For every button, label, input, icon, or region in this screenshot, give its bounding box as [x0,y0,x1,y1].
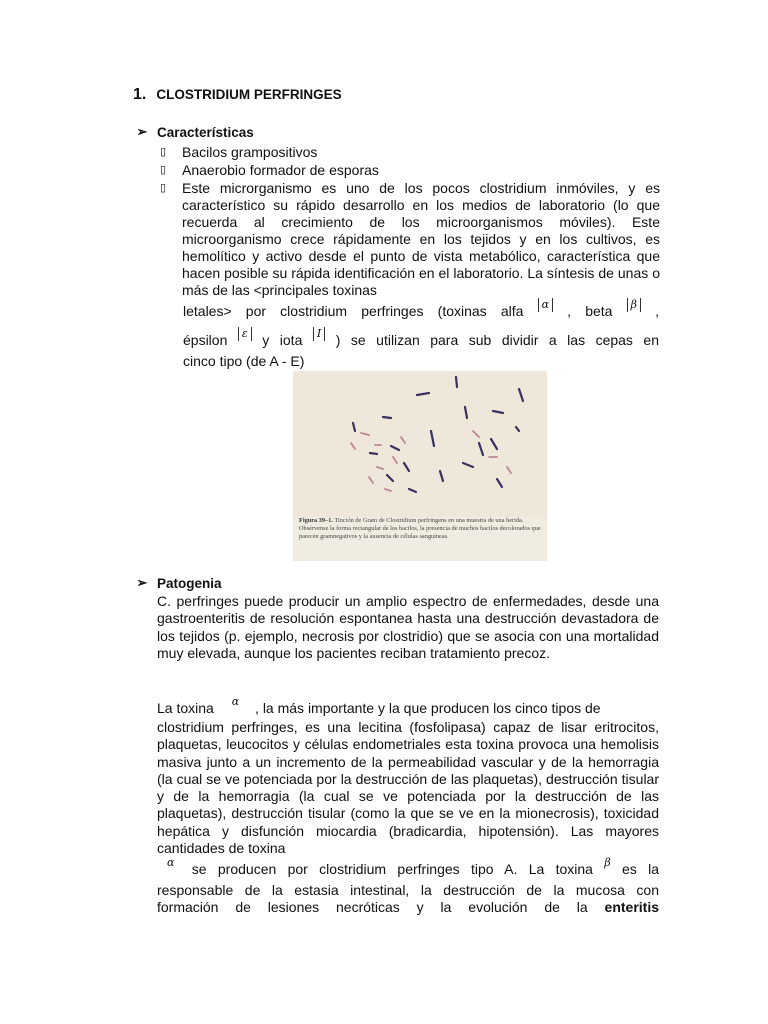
patogenia-last-line [157,899,659,915]
alpha-symbol: α [231,695,240,708]
gram-stain-figure [293,371,547,561]
alpha-symbol: α [538,298,553,312]
patogenia-heading [136,575,222,591]
epsilon-text-a: épsilon [183,332,228,348]
list-item [160,144,660,161]
toxins-text-a: letales> por clostridium perfringes (toxinas alfa [183,303,524,319]
epsilon-text-b: y iota [262,332,303,348]
beta-symbol: β [627,298,641,312]
epsilon-line [183,327,659,349]
toxin-line-text-b: , la más importante y la que producen los cinco tipos de [255,700,601,716]
bullet-icon: ▯ [160,182,167,194]
caracteristicas-heading [136,124,254,140]
bullet-icon: ▯ [160,164,167,176]
patogenia-title: Patogenia [157,575,222,591]
figure-caption-label: Figura 39–1. [299,517,333,524]
list-item [160,162,660,179]
toxins-text-b: , beta [567,303,613,319]
micrograph-image [293,371,547,517]
caracteristicas-title: Características [157,124,254,140]
enteritis-bold: enteritis [604,899,659,915]
list-item-text: Este microrganismo es uno de los pocos clostridium inmóviles, y es característico su rápido desarrollo en los medios de laboratorio (lo que recuerda al crecimiento de los microorganismos móviles). Este microorganismo crece rápidamente en los tejidos y en los cultivos, es hemolítico y activo desde el punto de vista metabólico, característica que hacen posible su rápida identificación en el laboratorio. La síntesis de unas o más de las <principales toxinas [182,180,660,298]
figure-caption-text: Tinción de Gram de Clostridium perfringens en una muestra de una herida. Obsérvense la forma rectangular de los bacilos, la presencia de muchos bacilos decolorados que parecen gramnegativos y la ausencia de células sanguíneas. [299,517,541,540]
alpha-beta-line [157,856,660,877]
figure-caption [299,517,543,541]
arrow-bullet-icon: ➢ [136,124,148,139]
toxins-line [183,298,660,320]
section-title: CLOSTRIDIUM PERFRINGES [156,87,342,102]
list-item [160,180,660,299]
last-line: cinco tipo (de A - E) [183,353,305,369]
patogenia-line-3: responsable de la estasia intestinal, la destrucción de la mucosa con [157,882,659,898]
arrow-bullet-icon: ➢ [136,575,148,590]
iota-symbol: I [313,327,325,341]
patogenia-paragraph-2: clostridium perfringes, es una lecitina (fosfolipasa) capaz de lisar eritrocitos, plaquetas, leucocitos y células endometriales esta toxina provoca una hemolisis masiva junto a un incremento de la permeabilidad vascular y de la hemorragia (la cual se ve potenciada por la destrucción de las plaquetas), destrucción tisular y de la hemorragia (la cual se ve potenciada por la destrucción de las plaquetas), destrucción tisular (como la que se ve en la mionecrosis), toxicidad hepática y disfunción miocardia (bradicardia, hipotensión). Las mayores cantidades de toxina [157,719,659,857]
toxins-text-c: , [655,303,660,319]
section-heading [133,86,342,104]
beta-symbol: β [604,856,611,869]
bullet-icon: ▯ [160,146,167,158]
patogenia-paragraph: C. perfringes puede producir un amplio espectro de enfermedades, desde una gastroenteritis de resolución espontanea hasta una destrucción devastadora de los tejidos (p. ejemplo, necrosis por clostridio) que se asocia con una mortalidad muy elevada, aunque los pacientes reciban tratamiento precoz. [157,593,659,661]
alpha-line-text-a: se producen por clostridium perfringes tipo A. La toxina [191,861,593,877]
alpha-symbol: α [167,856,175,869]
toxin-alpha-line [157,695,659,716]
epsilon-text-c: ) se utilizan para sub dividir a las cepas en [335,332,659,348]
last-line-text: formación de lesiones necróticas y la evolución de la [157,899,588,915]
list-item-text: Anaerobio formador de esporas [182,162,379,178]
epsilon-symbol: ε [238,327,252,341]
alpha-line-text-b: es la [622,861,660,877]
section-number: 1. [133,86,147,103]
list-item-text: Bacilos grampositivos [182,144,318,160]
toxin-line-text-a: La toxina [157,700,214,716]
